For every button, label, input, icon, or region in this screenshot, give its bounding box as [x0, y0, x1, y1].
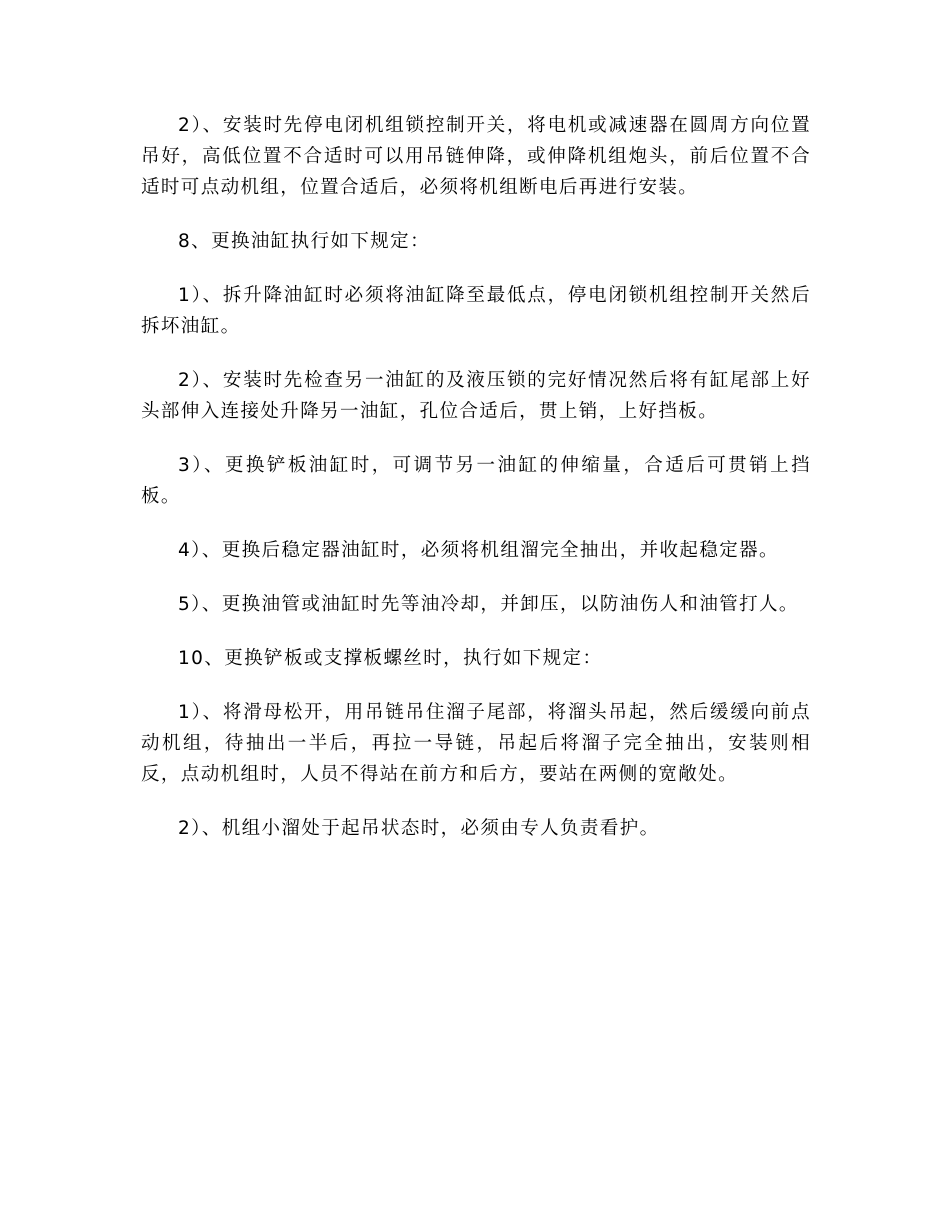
document-body — [141, 110, 811, 867]
paragraph-oil-pipe: 5）、更换油管或油缸时先等油冷却，并卸压，以防油伤人和油管打人。 — [178, 594, 799, 615]
paragraph-shovel-cylinder: 3）、更换铲板油缸时，可调节另一油缸的伸缩量，合适后可贯销上挡板。 — [141, 455, 811, 507]
heading-replace-cylinder: 8、更换油缸执行如下规定： — [178, 231, 430, 252]
paragraph-install-motor: 2）、安装时先停电闭机组锁控制开关，将电机或减速器在圆周方向位置吊好，高低位置不合适时可以用吊链伸降，或伸降机组炮头，前后位置不合适时可点动机组，位置合适后，必须将机组断电后再进行安装。 — [141, 115, 811, 198]
paragraph-stabilizer-cylinder: 4）、更换后稳定器油缸时，必须将机组溜完全抽出，并收起稳定器。 — [178, 540, 779, 561]
paragraph-loosen-nut: 1）、将滑母松开，用吊链吊住溜子尾部，将溜头吊起，然后缓缓向前点动机组，待抽出一半后，再拉一导链，吊起后将溜子完全抽出，安装则相反，点动机组时，人员不得站在前方和后方，要站在两侧的宽敞处。 — [141, 702, 811, 785]
paragraph-install-cylinder: 2）、安装时先检查另一油缸的及液压锁的完好情况然后将有缸尾部上好头部伸入连接处升降另一油缸，孔位合适后，贯上销，上好挡板。 — [141, 370, 811, 422]
heading-replace-shovel-bolts: 10、更换铲板或支撑板螺丝时，执行如下规定： — [178, 648, 603, 669]
paragraph-remove-lift-cylinder: 1）、拆升降油缸时必须将油缸降至最低点，停电闭锁机组控制开关然后拆坏油缸。 — [141, 285, 811, 337]
paragraph-supervision: 2）、机组小溜处于起吊状态时，必须由专人负责看护。 — [178, 818, 660, 839]
